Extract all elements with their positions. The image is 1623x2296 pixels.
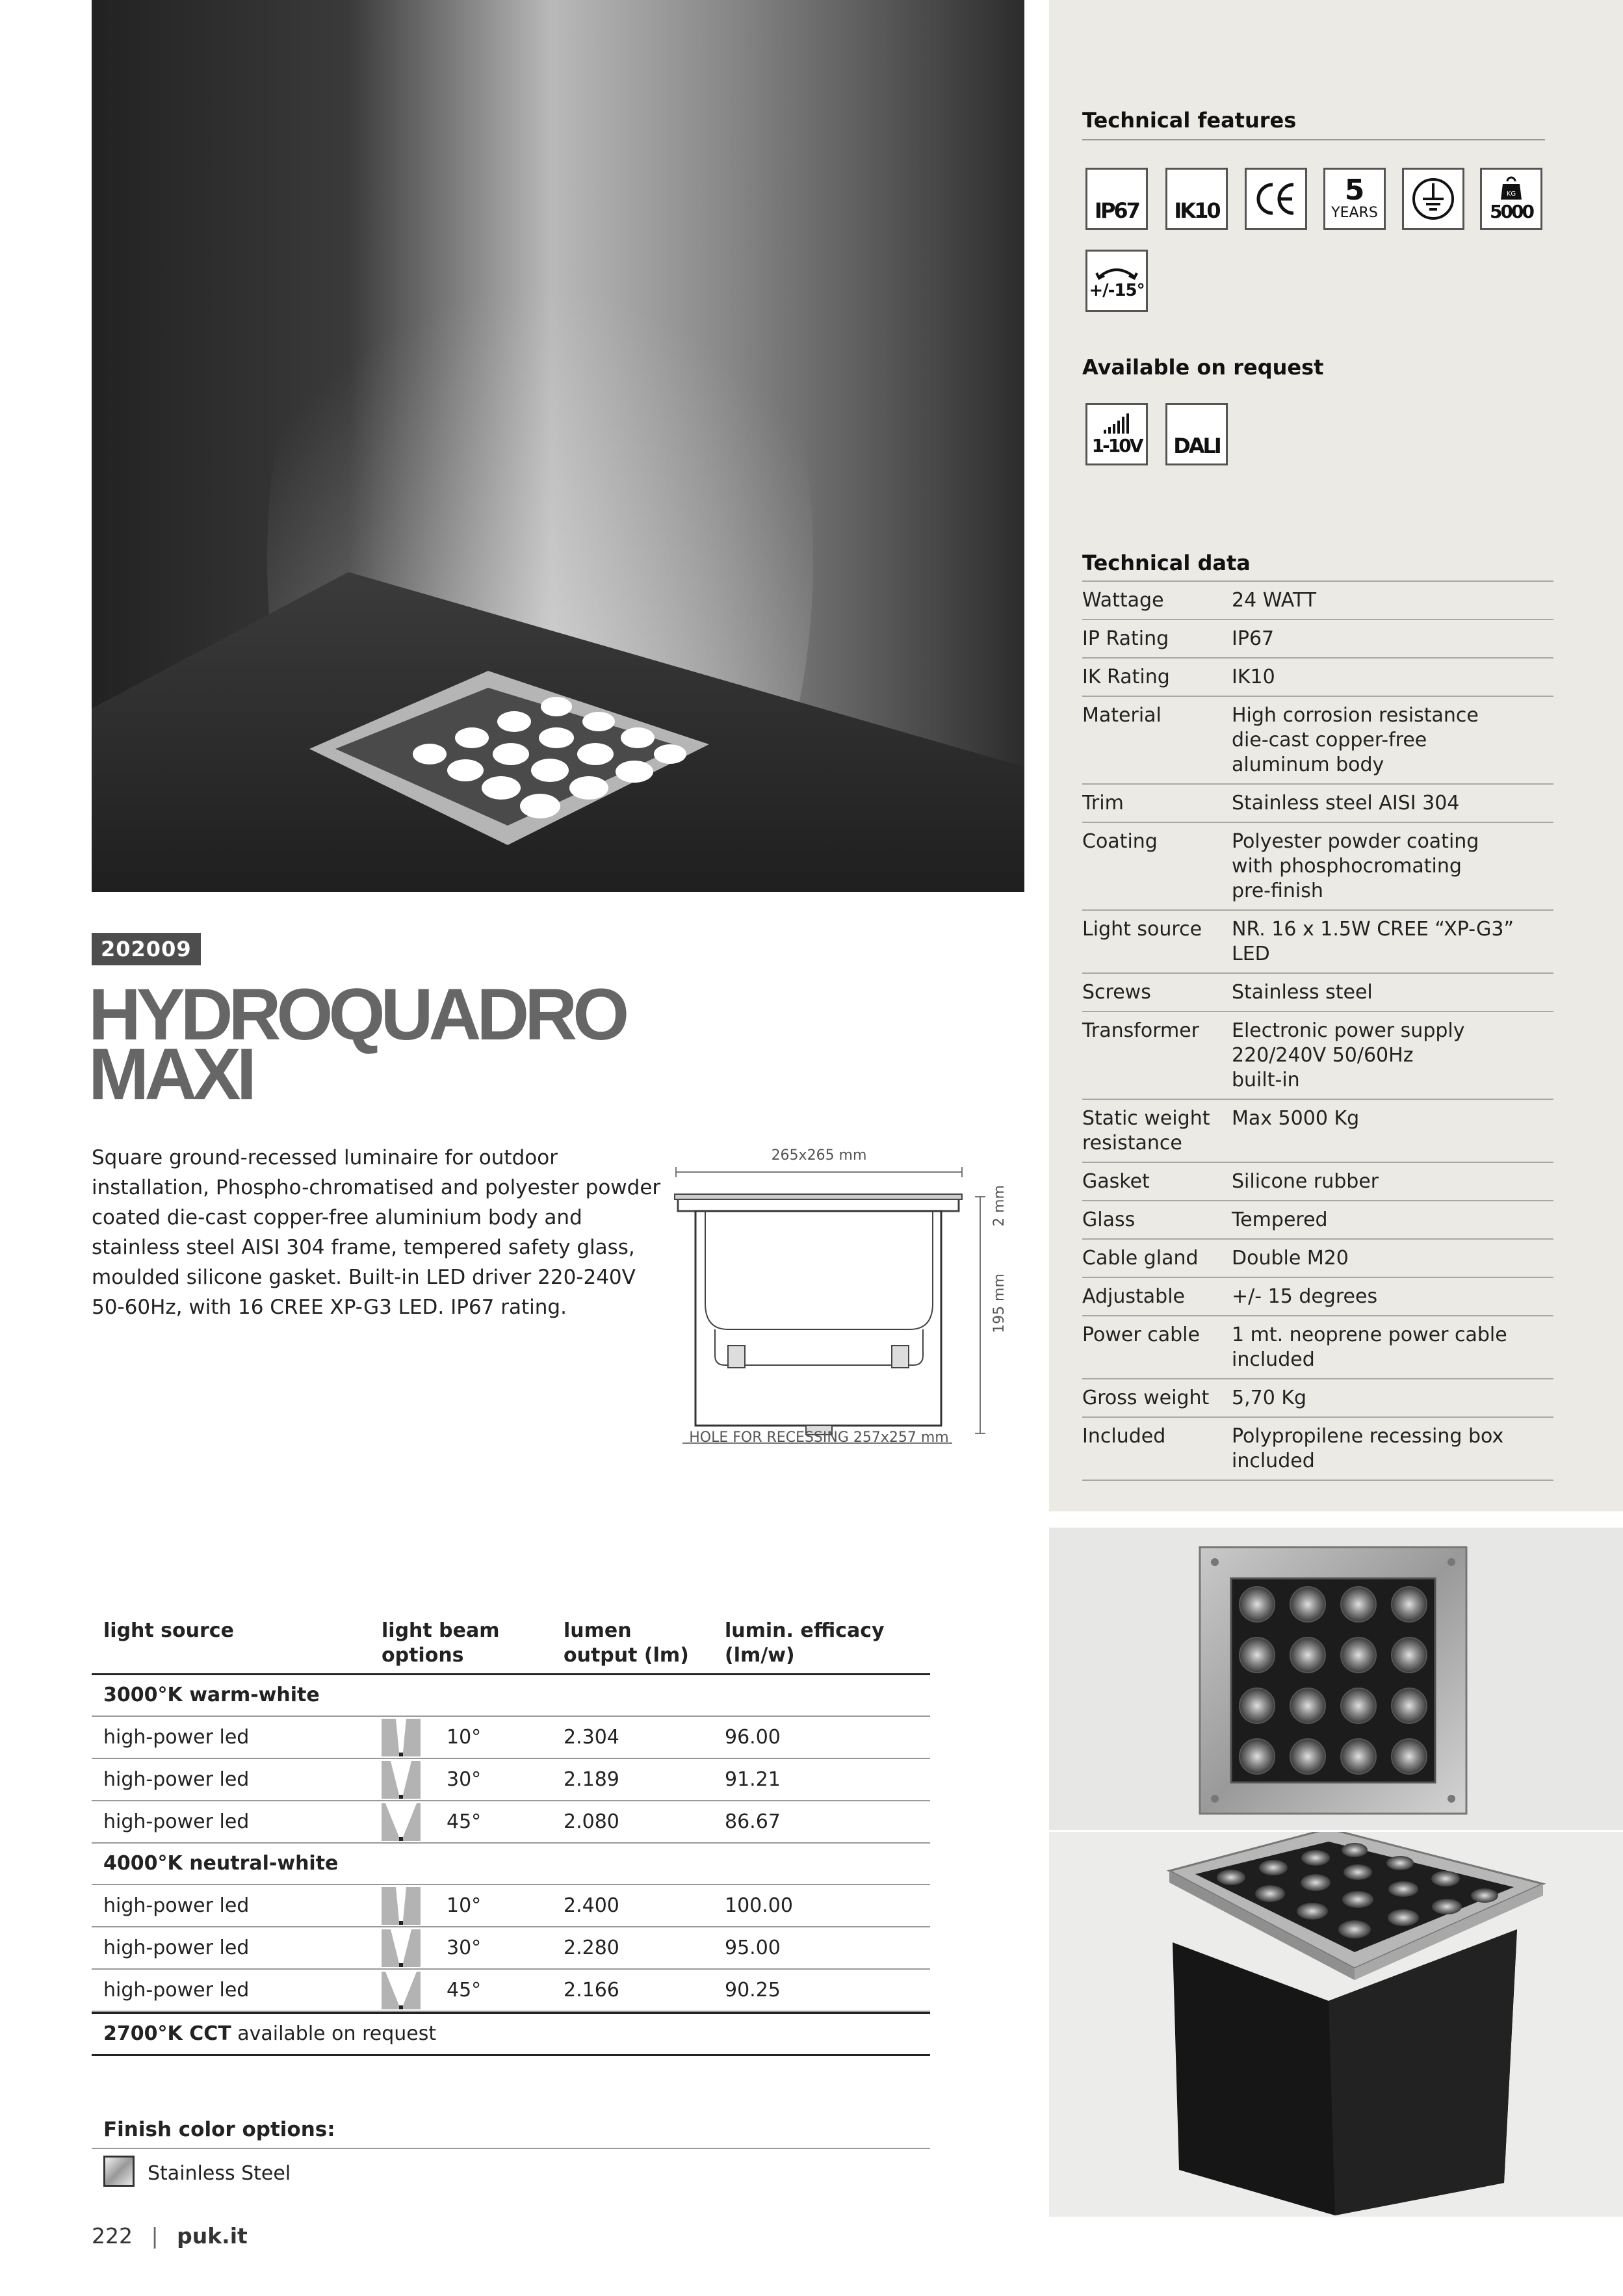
light-source-cell: high-power led bbox=[103, 1894, 250, 1917]
tech-data-value: 5,70 Kg bbox=[1232, 1387, 1307, 1409]
beam-angle-icon bbox=[382, 1972, 421, 2009]
tech-data-row bbox=[1082, 582, 1553, 620]
led-icon bbox=[1341, 1688, 1376, 1723]
width-dimension-label: 265x265 mm bbox=[771, 1147, 867, 1164]
led-icon bbox=[1392, 1637, 1427, 1673]
adjustable-tilt-icon: +/-15° bbox=[1085, 250, 1148, 312]
light-source-cell: high-power led bbox=[103, 1726, 250, 1749]
table-row bbox=[92, 1927, 930, 1970]
light-source-cell: high-power led bbox=[103, 1937, 250, 1959]
tech-data-row bbox=[1082, 1379, 1553, 1418]
tech-data-value: +/- 15 degrees bbox=[1232, 1285, 1378, 1308]
lip-dimension-label: 2 mm bbox=[991, 1185, 1007, 1227]
light-source-cell: high-power led bbox=[103, 1979, 250, 2002]
tech-data-key: Light source bbox=[1082, 918, 1202, 941]
tech-data-row bbox=[1082, 1418, 1553, 1481]
footer-separator: | bbox=[151, 2223, 159, 2249]
tech-data-row bbox=[1082, 659, 1553, 697]
led-icon bbox=[1240, 1688, 1275, 1723]
technical-data-title: Technical data bbox=[1082, 551, 1251, 575]
tech-data-value: Max 5000 Kg bbox=[1232, 1107, 1360, 1130]
dimension-drawing bbox=[656, 1141, 1040, 1453]
tech-data-row bbox=[1082, 785, 1553, 823]
tech-data-value: Polyester powder coating with phosphocromating pre-finish bbox=[1232, 830, 1479, 902]
svg-text:KG: KG bbox=[1506, 190, 1516, 198]
lumen-cell: 2.189 bbox=[564, 1768, 619, 1791]
cct-footnote-bold: 2700°K CCT bbox=[103, 2022, 231, 2045]
depth-dimension-label: 195 mm bbox=[991, 1273, 1007, 1333]
tech-data-value: Stainless steel AISI 304 bbox=[1232, 792, 1460, 815]
dimming-1-10v-icon: 1-10V bbox=[1085, 403, 1148, 465]
table-row bbox=[92, 1759, 930, 1801]
tech-data-row bbox=[1082, 823, 1553, 911]
divider bbox=[1082, 139, 1545, 140]
efficacy-cell: 90.25 bbox=[725, 1979, 781, 2002]
beam-angle-icon bbox=[382, 1719, 421, 1756]
tech-data-key: Wattage bbox=[1082, 589, 1164, 612]
product-title-line1: HYDROQUADRO bbox=[88, 974, 625, 1055]
beam-angle-label: 30° bbox=[447, 1768, 482, 1791]
led-icon bbox=[1240, 1587, 1275, 1622]
tech-data-value: IK10 bbox=[1232, 666, 1275, 688]
tech-data-key: Static weight resistance bbox=[1082, 1107, 1210, 1155]
ik10-icon: IK10 bbox=[1165, 168, 1228, 230]
tech-data-value: IP67 bbox=[1232, 627, 1275, 650]
site-link[interactable]: puk.it bbox=[177, 2223, 248, 2249]
beam-angle-icon bbox=[382, 1929, 421, 1967]
tech-data-key: Adjustable bbox=[1082, 1285, 1185, 1308]
table-row bbox=[92, 1885, 930, 1927]
tech-data-key: Cable gland bbox=[1082, 1247, 1199, 1270]
product-photo-top bbox=[1049, 1528, 1623, 1830]
tech-data-key: Included bbox=[1082, 1425, 1166, 1448]
beam-angle-icon bbox=[382, 1761, 421, 1799]
led-icon bbox=[1341, 1587, 1376, 1622]
tech-data-key: IP Rating bbox=[1082, 627, 1169, 650]
led-icon bbox=[1240, 1739, 1275, 1774]
beam-angle-label: 45° bbox=[447, 1979, 482, 2002]
led-icon bbox=[1240, 1637, 1275, 1673]
technical-features-title: Technical features bbox=[1082, 108, 1297, 133]
beam-cell bbox=[382, 1929, 564, 1967]
tech-data-key: Gasket bbox=[1082, 1170, 1150, 1193]
beam-cell bbox=[382, 1719, 564, 1756]
beam-angle-label: 45° bbox=[447, 1810, 482, 1833]
ce-mark-icon bbox=[1245, 168, 1307, 230]
beam-cell bbox=[382, 1803, 564, 1841]
table-row bbox=[92, 1801, 930, 1844]
lumen-cell: 2.400 bbox=[564, 1894, 619, 1917]
led-icon bbox=[1392, 1688, 1427, 1723]
finish-option-label: Stainless Steel bbox=[148, 2161, 291, 2185]
cct-footnote bbox=[92, 2012, 930, 2056]
tech-data-row bbox=[1082, 697, 1553, 785]
tech-data-row bbox=[1082, 1100, 1553, 1163]
table-header bbox=[92, 1619, 930, 1675]
tech-data-value: High corrosion resistance die-cast copper-free aluminum body bbox=[1232, 704, 1479, 776]
table-row bbox=[92, 1970, 930, 2012]
led-icon bbox=[1392, 1739, 1427, 1774]
product-title-line2: MAXI bbox=[88, 1034, 252, 1115]
hero-photo bbox=[92, 0, 1024, 892]
led-icon bbox=[1290, 1587, 1325, 1622]
tech-data-value: Tempered bbox=[1232, 1208, 1328, 1231]
efficacy-cell: 96.00 bbox=[725, 1726, 781, 1749]
beam-cell bbox=[382, 1761, 564, 1799]
finish-options bbox=[92, 2118, 930, 2187]
light-source-cell: high-power led bbox=[103, 1768, 250, 1791]
table-section-title: 4000°K neutral-white bbox=[92, 1844, 930, 1885]
efficacy-cell: 91.21 bbox=[725, 1768, 781, 1791]
tech-data-key: Trim bbox=[1082, 792, 1124, 815]
warranty-5-years-icon: 5 YEARS bbox=[1323, 168, 1386, 230]
lumen-cell: 2.080 bbox=[564, 1810, 619, 1833]
efficacy-cell: 95.00 bbox=[725, 1937, 781, 1959]
header-lumen: lumen output (lm) bbox=[564, 1619, 689, 1667]
weight-5000-icon: KG 5000 bbox=[1480, 168, 1542, 230]
available-on-request-title: Available on request bbox=[1082, 355, 1324, 380]
technical-data-table bbox=[1082, 582, 1553, 1481]
tech-data-value: Stainless steel bbox=[1232, 981, 1373, 1004]
tech-data-row bbox=[1082, 1012, 1553, 1100]
tech-data-row bbox=[1082, 1278, 1553, 1316]
tech-data-value: NR. 16 x 1.5W CREE “XP-G3” LED bbox=[1232, 918, 1514, 965]
page-number: 222 bbox=[92, 2223, 133, 2249]
led-icon bbox=[1392, 1587, 1427, 1622]
table-body bbox=[92, 1675, 930, 2012]
tech-data-value: Silicone rubber bbox=[1232, 1170, 1379, 1193]
led-icon bbox=[1290, 1739, 1325, 1774]
ip67-icon: IP67 bbox=[1085, 168, 1148, 230]
beam-angle-icon bbox=[382, 1803, 421, 1841]
earth-ground-icon bbox=[1402, 168, 1464, 230]
table-section-title: 3000°K warm-white bbox=[92, 1675, 930, 1717]
table-row bbox=[92, 1717, 930, 1759]
tech-data-key: Glass bbox=[1082, 1208, 1136, 1231]
lumen-cell: 2.280 bbox=[564, 1937, 619, 1959]
tech-data-row bbox=[1082, 1240, 1553, 1278]
cct-footnote-text: available on request bbox=[231, 2022, 437, 2045]
tech-data-value: Electronic power supply 220/240V 50/60Hz built-in bbox=[1232, 1019, 1465, 1091]
tech-data-row bbox=[1082, 1316, 1553, 1379]
tech-data-row bbox=[1082, 1201, 1553, 1240]
tech-data-key: Transformer bbox=[1082, 1019, 1200, 1042]
beam-cell bbox=[382, 1972, 564, 2009]
beam-cell bbox=[382, 1887, 564, 1925]
header-efficacy: lumin. efficacy (lm/w) bbox=[725, 1619, 885, 1667]
tech-data-key: Power cable bbox=[1082, 1324, 1200, 1346]
product-code-tag: 202009 bbox=[92, 933, 201, 965]
beam-angle-icon bbox=[382, 1887, 421, 1925]
tech-data-key: Material bbox=[1082, 704, 1162, 727]
light-source-cell: high-power led bbox=[103, 1810, 250, 1833]
light-source-table bbox=[92, 1619, 930, 2056]
led-icon bbox=[1341, 1739, 1376, 1774]
stainless-steel-swatch-icon bbox=[103, 2156, 135, 2187]
finish-title: Finish color options: bbox=[92, 2118, 930, 2149]
efficacy-cell: 100.00 bbox=[725, 1894, 793, 1917]
tech-data-key: Gross weight bbox=[1082, 1387, 1210, 1409]
tech-data-row bbox=[1082, 1163, 1553, 1201]
beam-angle-label: 10° bbox=[447, 1894, 482, 1917]
led-icon bbox=[1290, 1637, 1325, 1673]
beam-angle-label: 30° bbox=[447, 1937, 482, 1959]
lumen-cell: 2.166 bbox=[564, 1979, 619, 2002]
tech-data-value: 1 mt. neoprene power cable included bbox=[1232, 1324, 1507, 1371]
finish-option[interactable] bbox=[92, 2149, 930, 2187]
product-photo-bottom bbox=[1049, 1832, 1623, 2217]
product-description: Square ground-recessed luminaire for outdoor installation, Phospho-chromatised and polyester powder coated die-cast copper-free aluminium body and stainless steel AISI 304 frame, tempered safety glass, moulded silicone gasket. Built-in LED driver 220-240V 50-60Hz, with 16 CREE XP-G3 LED. IP67 rating. bbox=[92, 1146, 661, 1319]
led-icon bbox=[1341, 1637, 1376, 1673]
tech-data-row bbox=[1082, 911, 1553, 974]
led-icon bbox=[1290, 1688, 1325, 1723]
header-light-source: light source bbox=[103, 1619, 234, 1642]
tech-data-key: Screws bbox=[1082, 981, 1151, 1004]
hole-dimension-label: HOLE FOR RECESSING 257x257 mm bbox=[689, 1429, 949, 1446]
page-footer bbox=[92, 2223, 248, 2249]
tech-data-value: Double M20 bbox=[1232, 1247, 1349, 1270]
efficacy-cell: 86.67 bbox=[725, 1810, 781, 1833]
dali-icon: DALI bbox=[1165, 403, 1228, 465]
tech-data-key: IK Rating bbox=[1082, 666, 1170, 688]
product-title bbox=[88, 974, 625, 1115]
tech-data-key: Coating bbox=[1082, 830, 1158, 853]
tech-data-row bbox=[1082, 974, 1553, 1012]
beam-angle-label: 10° bbox=[447, 1726, 482, 1749]
tech-data-value: Polypropilene recessing box included bbox=[1232, 1425, 1504, 1472]
tech-data-row bbox=[1082, 620, 1553, 659]
header-beam: light beam options bbox=[382, 1619, 500, 1667]
lumen-cell: 2.304 bbox=[564, 1726, 619, 1749]
tech-data-value: 24 WATT bbox=[1232, 589, 1317, 612]
